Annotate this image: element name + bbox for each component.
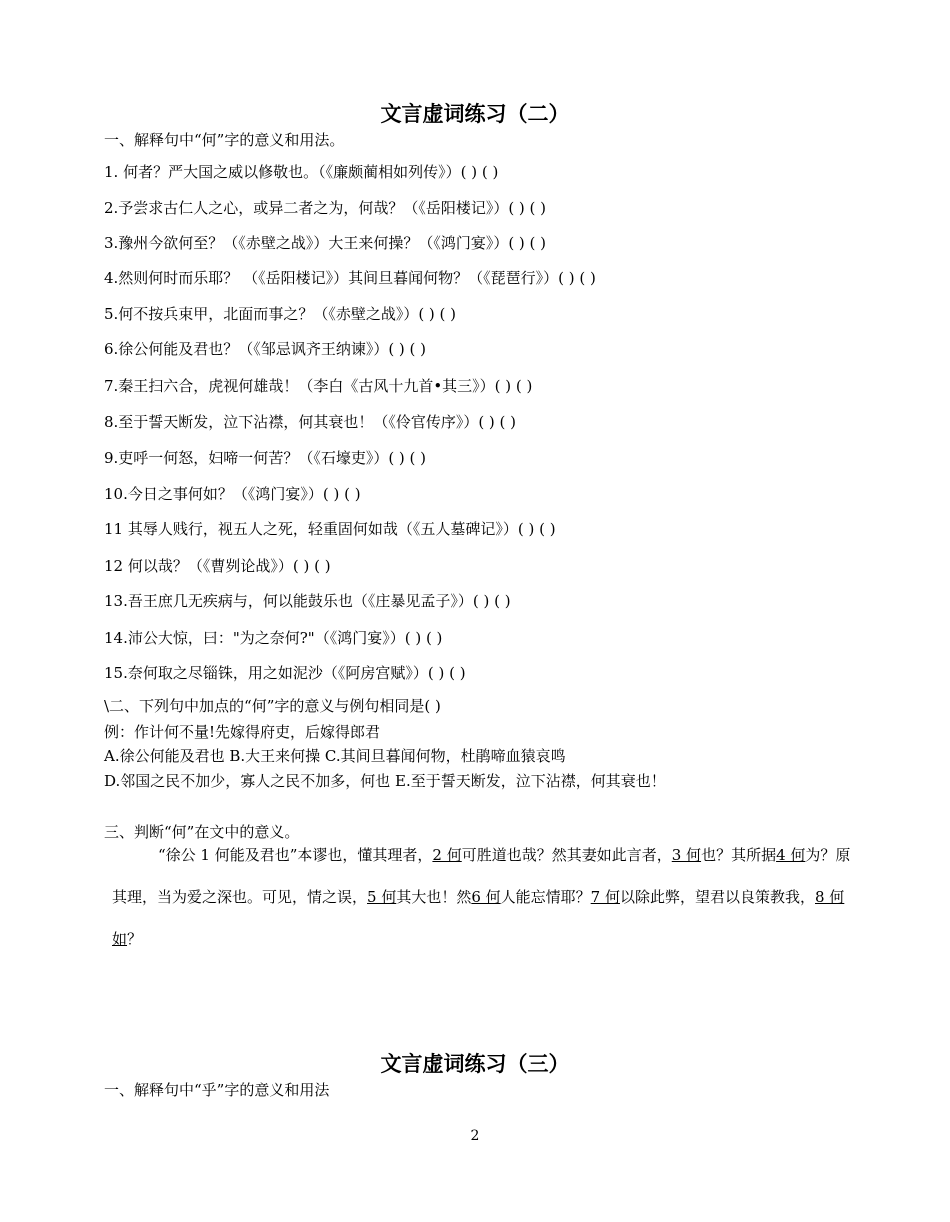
question-item: 2.予尝求古仁人之心，或异二者之为，何哉？（《岳阳楼记》）( ) ( )	[104, 199, 547, 217]
passage-blank: 6 何	[471, 888, 501, 906]
passage-text: ？	[127, 930, 143, 948]
question-item: 1. 何者？严大国之威以修敬也。（《廉颇蔺相如列传》）( ) ( )	[104, 163, 499, 181]
passage-blank: 2 何	[432, 846, 462, 864]
part3-heading: 三、判断“何”在文中的意义。	[104, 823, 300, 841]
passage-blank: 8 何如	[112, 888, 845, 948]
passage-blank: 5 何	[367, 888, 397, 906]
passage-blank: 7 何	[590, 888, 620, 906]
passage-text: 其大也！然	[396, 888, 472, 906]
page-number: 2	[470, 1128, 480, 1144]
passage-blank: 4 何	[776, 846, 806, 864]
question-item: 9.吏呼一何怒，妇啼一何苦？（《石壕吏》）( ) ( )	[104, 449, 427, 467]
question-item: 12 何以哉？（《曹刿论战》）( ) ( )	[104, 557, 331, 575]
part2-options-row-1: A.徐公何能及君也 B.大王来何操 C.其间旦暮闻何物，杜鹃啼血猿哀鸣	[104, 747, 566, 765]
question-item: 8.至于誓天断发，泣下沾襟，何其衰也！（《伶官传序》）( ) ( )	[104, 413, 517, 431]
part1-heading: 一、解释句中“何”字的意义和用法。	[104, 131, 345, 149]
section2-title: 文言虚词练习（二）	[380, 102, 570, 126]
passage-blank: 3 何	[671, 846, 702, 864]
passage-text: 为？原其理，当为爱之深也。可见，情之误，	[112, 846, 851, 906]
question-item: 15.奈何取之尽锱铢，用之如泥沙（《阿房宫赋》）( ) ( )	[104, 664, 466, 682]
passage-text: 以除此弊，望君以良策教我，	[619, 888, 815, 906]
passage-text: “徐公 1 何能及君也”本谬也，懂其理者，	[158, 846, 433, 864]
question-item: 13.吾王庶几无疾病与，何以能鼓乐也（《庄暴见孟子》）( ) ( )	[104, 592, 511, 610]
passage-text: 人能忘情耶？	[500, 888, 591, 906]
question-item: 11 其辱人贱行，视五人之死，轻重固何如哉（《五人墓碑记》）( ) ( )	[104, 520, 556, 538]
question-item: 4.然则何时而乐耶？ （《岳阳楼记》）其间旦暮闻何物？（《琵琶行》）( ) ( )	[104, 269, 596, 287]
question-item: 3.豫州今欲何至？（《赤壁之战》）大王来何操？（《鸿门宴》）( ) ( )	[104, 234, 547, 252]
question-item: 10.今日之事何如？（《鸿门宴》）( ) ( )	[104, 485, 361, 503]
question-item: 6.徐公何能及君也？（《邹忌讽齐王纳谏》）( ) ( )	[104, 340, 427, 358]
section3-part1-heading: 一、解释句中“乎”字的意义和用法	[104, 1081, 330, 1099]
part3-passage	[112, 834, 852, 960]
part2-example: 例：作计何不量!先嫁得府吏，后嫁得郎君	[104, 723, 381, 741]
section3-title: 文言虚词练习（三）	[380, 1052, 570, 1076]
part2-options-row-2: D.邻国之民不加少，寡人之民不加多，何也 E.至于誓天断发，泣下沾襟，何其衰也！	[104, 772, 666, 790]
passage-text: 也？其所据	[701, 846, 777, 864]
part2-heading: \二、下列句中加点的“何”字的意义与例句相同是( )	[104, 697, 441, 715]
passage-text: 可胜道也哉？然其妻如此言者，	[461, 846, 672, 864]
question-item: 5.何不按兵束甲，北面而事之？（《赤壁之战》）( ) ( )	[104, 305, 457, 323]
question-item: 7.秦王扫六合，虎视何雄哉！（李白《古风十九首•其三》）( ) ( )	[104, 377, 533, 395]
question-item: 14.沛公大惊，曰："为之奈何?"（《鸿门宴》）( ) ( )	[104, 629, 443, 647]
